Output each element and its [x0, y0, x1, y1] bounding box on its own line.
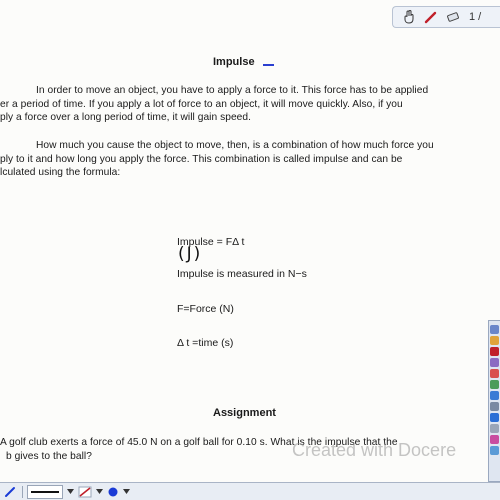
document-title: Impulse — [213, 56, 255, 68]
color-picker-icon[interactable] — [78, 486, 92, 498]
hand-cursor-icon[interactable] — [401, 9, 417, 25]
side-toolbar — [488, 320, 500, 482]
handwritten-annotation: (J) — [178, 244, 203, 264]
dropdown-icon[interactable] — [67, 486, 74, 498]
text-line: b gives to the ball? — [6, 450, 92, 462]
watermark: Created with Docere — [292, 440, 457, 460]
line-tool-icon[interactable] — [490, 380, 499, 389]
paragraph-impulse — [0, 139, 434, 180]
formula-impulse: Impulse = FΔ t — [177, 236, 245, 248]
pen-tool-icon[interactable] — [490, 347, 499, 356]
divider — [22, 486, 23, 498]
formula-units: Impulse is measured in N−s — [177, 268, 307, 280]
pen-icon[interactable] — [423, 9, 439, 25]
pencil-tool-icon[interactable] — [490, 336, 499, 345]
eraser-icon[interactable] — [445, 9, 461, 25]
text-line: ply a force over a long period of time, it will gain speed. — [0, 112, 251, 123]
fill-tool-icon[interactable] — [490, 413, 499, 422]
color-dot-icon[interactable] — [107, 486, 119, 498]
pen-tool-icon[interactable] — [4, 486, 18, 498]
formula-force: F=Force (N) — [177, 303, 234, 315]
bottom-toolbar — [0, 482, 500, 500]
dropdown-icon[interactable] — [96, 486, 103, 498]
title-annotation-dash — [263, 64, 274, 66]
color-tool-icon[interactable] — [490, 435, 499, 444]
stroke-width-icon[interactable] — [27, 485, 63, 499]
text-line: In order to move an object, you have to apply a force to it. This force has to be applied — [36, 85, 429, 96]
delete-tool-icon[interactable] — [490, 446, 499, 455]
formula-time: Δ t =time (s) — [177, 337, 234, 349]
text-line: lculated using the formula: — [0, 167, 121, 178]
eraser-tool-icon[interactable] — [490, 402, 499, 411]
top-toolbar — [392, 6, 500, 28]
dropdown-icon[interactable] — [123, 486, 130, 498]
text-line: ply to it and how long you apply the force. This combination is called impulse and can be — [0, 153, 403, 165]
page-indicator: 1 / — [469, 11, 482, 23]
text-line: A golf club exerts a force of 45.0 N on a golf ball for 0.10 s. What is the impulse that the — [0, 437, 398, 448]
shape-tool-icon[interactable] — [490, 369, 499, 378]
assignment-title: Assignment — [213, 407, 276, 419]
highlighter-tool-icon[interactable] — [490, 358, 499, 367]
text-line: er a period of time. If you apply a lot of force to an object, it will move quickly. Also, if you — [0, 98, 403, 110]
zoom-tool-icon[interactable] — [490, 424, 499, 433]
select-tool-icon[interactable] — [490, 325, 499, 334]
paragraph-intro — [0, 84, 428, 125]
text-tool-icon[interactable] — [490, 391, 499, 400]
text-line: How much you cause the object to move, then, is a combination of how much force you — [36, 140, 434, 151]
